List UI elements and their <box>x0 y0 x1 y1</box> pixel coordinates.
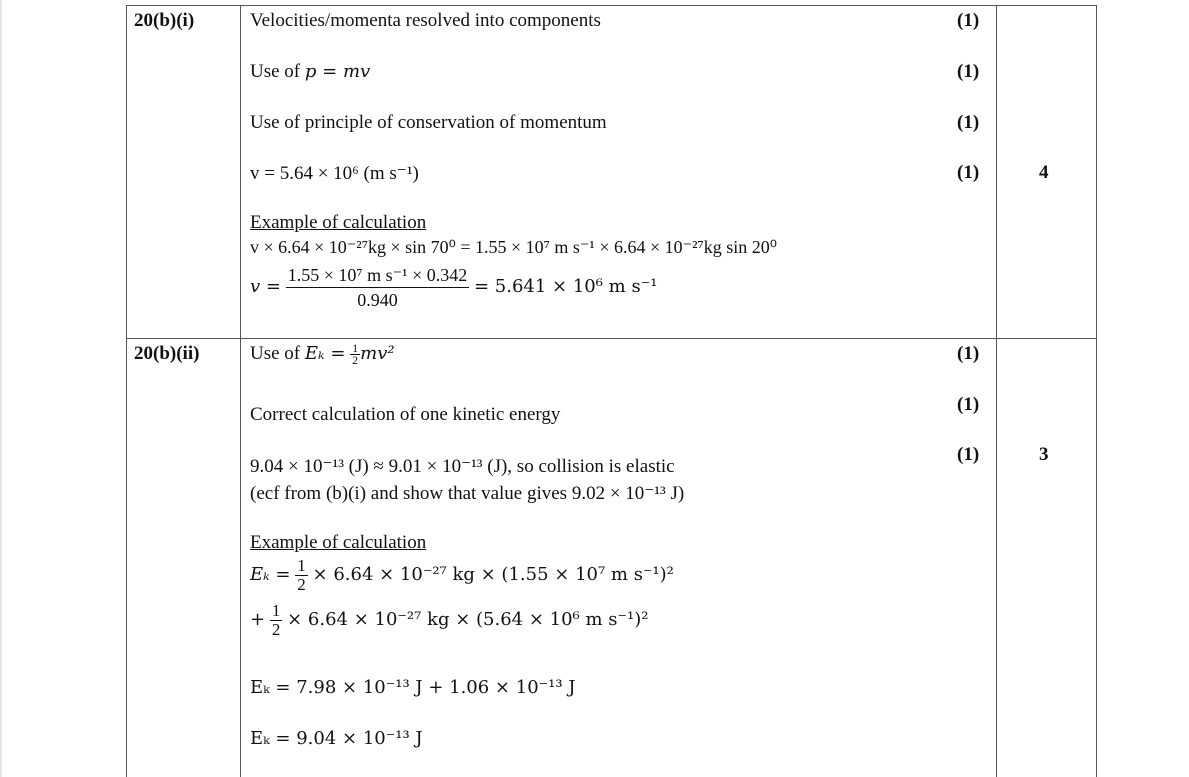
mark: (1) <box>957 10 980 31</box>
mark: (1) <box>957 394 980 415</box>
equation-lhs: Eₖ = <box>304 343 346 364</box>
fraction-denominator: 2 <box>271 620 281 639</box>
equation-rhs: × 6.64 × 10⁻²⁷ kg × (1.55 × 10⁷ m s⁻¹)² <box>312 563 674 585</box>
row-divider-middle <box>126 338 1097 339</box>
equation-rhs: × 6.64 × 10⁻²⁷ kg × (5.64 × 10⁶ m s⁻¹)² <box>287 608 649 630</box>
marking-point: Use of principle of conservation of momentum <box>250 112 607 133</box>
example-heading: Example of calculation <box>250 532 427 553</box>
total-marks: 4 <box>1039 162 1049 183</box>
fraction-numerator: 1.55 × 10⁷ m s⁻¹ × 0.342 <box>286 263 469 288</box>
column-divider-question <box>240 5 241 777</box>
table-border-left <box>126 5 127 777</box>
page-edge <box>0 0 2 777</box>
mark: (1) <box>957 112 980 133</box>
column-divider-answer <box>996 5 997 777</box>
total-marks: 3 <box>1039 444 1049 465</box>
fraction-numerator: 1 <box>352 341 359 356</box>
row-divider-top <box>126 5 1097 6</box>
equation-lhs: Eₖ = <box>250 563 291 585</box>
marking-point-text: Use of <box>250 61 305 82</box>
mark: (1) <box>957 343 980 364</box>
marking-point-note: (ecf from (b)(i) and show that value gives 9.02 × 10⁻¹³ J) <box>250 483 685 504</box>
equation-lhs: + <box>250 608 266 630</box>
fraction <box>286 263 469 312</box>
table-border-right <box>1096 5 1097 777</box>
fraction <box>350 343 360 366</box>
question-number: 20(b)(ii) <box>134 343 200 364</box>
mark: (1) <box>957 444 980 465</box>
calculation-line <box>250 602 648 639</box>
fraction-denominator: 2 <box>297 575 306 594</box>
fraction-denominator: 0.940 <box>357 290 398 310</box>
equation-lhs: v = <box>250 275 281 297</box>
marking-point: Correct calculation of one kinetic energy <box>250 404 561 425</box>
calculation-line: Eₖ = 9.04 × 10⁻¹³ J <box>250 728 423 749</box>
calculation-line: v × 6.64 × 10⁻²⁷kg × sin 70⁰ = 1.55 × 10⁷ m s⁻¹ × 6.64 × 10⁻²⁷kg sin 20⁰ <box>250 237 778 257</box>
fraction <box>295 557 308 594</box>
fraction-numerator: 1 <box>271 601 281 620</box>
equation: p = mv <box>304 61 371 82</box>
example-heading: Example of calculation <box>250 212 427 233</box>
equation-rhs: mv² <box>360 343 395 364</box>
calculation-line: Eₖ = 7.98 × 10⁻¹³ J + 1.06 × 10⁻¹³ J <box>250 677 576 698</box>
fraction <box>270 602 283 639</box>
marking-point: v = 5.64 × 10⁶ (m s⁻¹) <box>250 163 419 184</box>
marking-point <box>250 61 370 83</box>
mark: (1) <box>957 61 980 82</box>
fraction-numerator: 1 <box>297 556 306 575</box>
equation-rhs: = 5.641 × 10⁶ m s⁻¹ <box>473 275 658 297</box>
calculation-line <box>250 263 657 312</box>
marking-point <box>250 343 395 366</box>
mark: (1) <box>957 162 980 183</box>
calculation-line <box>250 557 674 594</box>
marking-point: 9.04 × 10⁻¹³ (J) ≈ 9.01 × 10⁻¹³ (J), so collision is elastic <box>250 456 675 477</box>
marking-point-text: Use of <box>250 343 305 364</box>
fraction-denominator: 2 <box>352 353 359 368</box>
marking-point: Velocities/momenta resolved into components <box>250 10 601 31</box>
question-number: 20(b)(i) <box>134 10 195 31</box>
